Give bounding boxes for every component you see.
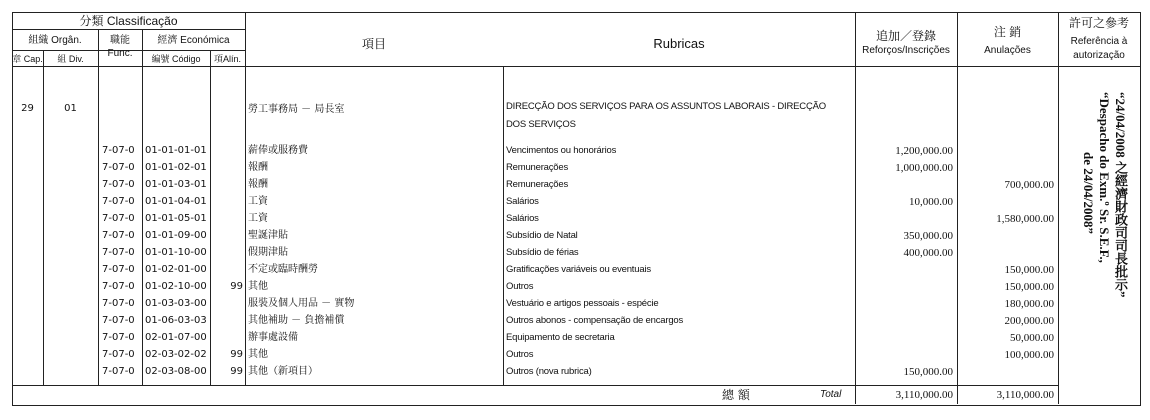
header-capitulo: 章 Cap. [12, 54, 43, 64]
row-codigo: 01-01-05-01 [145, 213, 207, 224]
row-codigo: 01-02-01-00 [145, 264, 207, 275]
row-rubrica-pt: Outros abonos - compensação de encargos [506, 315, 684, 326]
row-anulacao: 1,580,000.00 [996, 213, 1054, 225]
header-referencia-zh: 許可之參考 [1068, 16, 1129, 30]
header-organica: 組織 Orgân. [28, 35, 82, 46]
total-label-zh: 總 額 [722, 388, 750, 402]
table-row [12, 347, 1140, 364]
row-func: 7-07-0 [102, 162, 135, 173]
entity-name-zh: 勞工事務局 － 局長室 [248, 104, 345, 115]
row-reforco: 150,000.00 [903, 366, 953, 378]
row-item-zh: 服裝及個人用品 － 實物 [248, 298, 355, 309]
table-row [12, 330, 1140, 347]
row-reforco: 10,000.00 [909, 196, 953, 208]
total-label-pt: Total [820, 389, 842, 400]
header-bottom-rule [12, 66, 1140, 67]
row-codigo: 01-02-10-00 [145, 281, 207, 292]
row-codigo: 02-03-08-00 [145, 366, 207, 377]
table-row [12, 313, 1140, 330]
row-anulacao: 100,000.00 [1004, 349, 1054, 361]
table-row [12, 194, 1140, 211]
table-row [12, 296, 1140, 313]
row-reforco: 1,200,000.00 [895, 145, 953, 157]
row-codigo: 01-01-01-01 [145, 145, 207, 156]
row-alinea: 99 [230, 349, 243, 360]
row-rubrica-pt: Subsídio de férias [506, 247, 579, 258]
row-rubrica-pt: Outros (nova rubrica) [506, 366, 592, 377]
row-codigo: 01-03-03-00 [145, 298, 207, 309]
row-item-zh: 工資 [248, 213, 268, 224]
row-codigo: 02-01-07-00 [145, 332, 207, 343]
authorization-line3: de 24/04/2008” [1081, 152, 1096, 234]
row-codigo: 01-01-09-00 [145, 230, 207, 241]
row-item-zh: 工資 [248, 196, 268, 207]
row-item-zh: 薪俸或服務費 [248, 145, 308, 156]
authorization-note [1058, 92, 1138, 392]
row-rubrica-pt: Equipamento de secretaria [506, 332, 615, 343]
row-alinea: 99 [230, 281, 243, 292]
row-item-zh: 辦事處設備 [248, 332, 298, 343]
header-referencia-pt1: Referência à [1070, 36, 1128, 47]
row-rubrica-pt: Subsídio de Natal [506, 230, 578, 241]
row-alinea: 99 [230, 366, 243, 377]
row-rubrica-pt: Remunerações [506, 162, 569, 173]
header-divisao: 組 Div. [57, 54, 84, 64]
header-funcional-zh: 職能 [110, 35, 130, 46]
header-referencia-pt2: autorização [1073, 50, 1125, 61]
authorization-line1: “24/04/2008 之經濟財政司司長批示” [1113, 92, 1128, 298]
row-func: 7-07-0 [102, 230, 135, 241]
header-codigo: 編號 Código [151, 54, 201, 64]
row-rubrica-pt: Salários [506, 213, 539, 224]
row-codigo: 01-01-03-01 [145, 179, 207, 190]
table-row [12, 364, 1140, 381]
row-rubrica-pt: Vencimentos ou honorários [506, 145, 617, 156]
entity-name-pt-line1: DIRECÇÃO DOS SERVIÇOS PARA OS ASSUNTOS LABORAIS - DIRECÇÃO [506, 101, 826, 112]
row-anulacao: 150,000.00 [1004, 264, 1054, 276]
authorization-line2: “Despacho do Exm.º Sr. S.E.F., [1097, 92, 1112, 263]
row-func: 7-07-0 [102, 264, 135, 275]
row-item-zh: 聖誕津貼 [248, 230, 288, 241]
entity-divisao: 01 [64, 103, 77, 114]
total-rule [12, 385, 1058, 386]
row-item-zh: 報酬 [248, 162, 268, 173]
header-anulacoes-zh: 注 銷 [993, 25, 1022, 39]
row-reforco: 350,000.00 [903, 230, 953, 242]
row-func: 7-07-0 [102, 349, 135, 360]
row-anulacao: 200,000.00 [1004, 315, 1054, 327]
row-func: 7-07-0 [102, 213, 135, 224]
row-func: 7-07-0 [102, 315, 135, 326]
row-codigo: 02-03-02-02 [145, 349, 207, 360]
table-row [12, 177, 1140, 194]
row-rubrica-pt: Gratificações variáveis ou eventuais [506, 264, 651, 275]
row-item-zh: 其他（新項目） [248, 366, 318, 377]
total-anulacoes: 3,110,000.00 [996, 389, 1054, 401]
row-rubrica-pt: Outros [506, 281, 534, 292]
header-reforcos-pt: Reforços/Inscrições [862, 45, 950, 56]
table-row [12, 143, 1140, 160]
table-row [12, 160, 1140, 177]
table-row [12, 211, 1140, 228]
table-row [12, 245, 1140, 262]
entity-name-pt-line2: DOS SERVIÇOS [506, 119, 576, 130]
row-func: 7-07-0 [102, 145, 135, 156]
row-func: 7-07-0 [102, 298, 135, 309]
row-func: 7-07-0 [102, 366, 135, 377]
row-func: 7-07-0 [102, 281, 135, 292]
row-item-zh: 其他補助 － 負擔補償 [248, 315, 345, 326]
header-itens: 項目 [361, 37, 386, 51]
row-item-zh: 假期津貼 [248, 247, 288, 258]
row-item-zh: 其他 [248, 349, 268, 360]
header-economica: 經濟 Económica [157, 35, 230, 46]
row-rubrica-pt: Outros [506, 349, 534, 360]
row-func: 7-07-0 [102, 179, 135, 190]
entity-capitulo: 29 [21, 103, 34, 114]
header-rule-classificacao [12, 29, 245, 30]
row-codigo: 01-01-04-01 [145, 196, 207, 207]
table-row [12, 228, 1140, 245]
header-funcional-pt: Func. [107, 48, 133, 59]
header-classificacao: 分類 Classificação [79, 14, 178, 28]
row-anulacao: 700,000.00 [1004, 179, 1054, 191]
row-anulacao: 180,000.00 [1004, 298, 1054, 310]
row-rubrica-pt: Vestuário e artigos pessoais - espécie [506, 298, 659, 309]
row-anulacao: 50,000.00 [1010, 332, 1054, 344]
row-rubrica-pt: Salários [506, 196, 539, 207]
row-codigo: 01-01-02-01 [145, 162, 207, 173]
row-reforco: 1,000,000.00 [895, 162, 953, 174]
row-func: 7-07-0 [102, 332, 135, 343]
row-item-zh: 其他 [248, 281, 268, 292]
row-reforco: 400,000.00 [903, 247, 953, 259]
row-func: 7-07-0 [102, 196, 135, 207]
header-rubricas: Rubricas [653, 36, 705, 51]
table-row [12, 262, 1140, 279]
row-codigo: 01-01-10-00 [145, 247, 207, 258]
row-anulacao: 150,000.00 [1004, 281, 1054, 293]
header-alinea: 項Alín. [213, 54, 241, 64]
row-item-zh: 不定或臨時酬勞 [248, 264, 318, 275]
row-func: 7-07-0 [102, 247, 135, 258]
budget-table [12, 12, 1140, 405]
row-rubrica-pt: Remunerações [506, 179, 569, 190]
row-codigo: 01-06-03-03 [145, 315, 207, 326]
total-reforcos: 3,110,000.00 [895, 389, 953, 401]
table-row [12, 279, 1140, 296]
row-item-zh: 報酬 [248, 179, 268, 190]
header-anulacoes-pt: Anulações [984, 45, 1031, 56]
header-reforcos-zh: 追加／登錄 [875, 29, 936, 43]
